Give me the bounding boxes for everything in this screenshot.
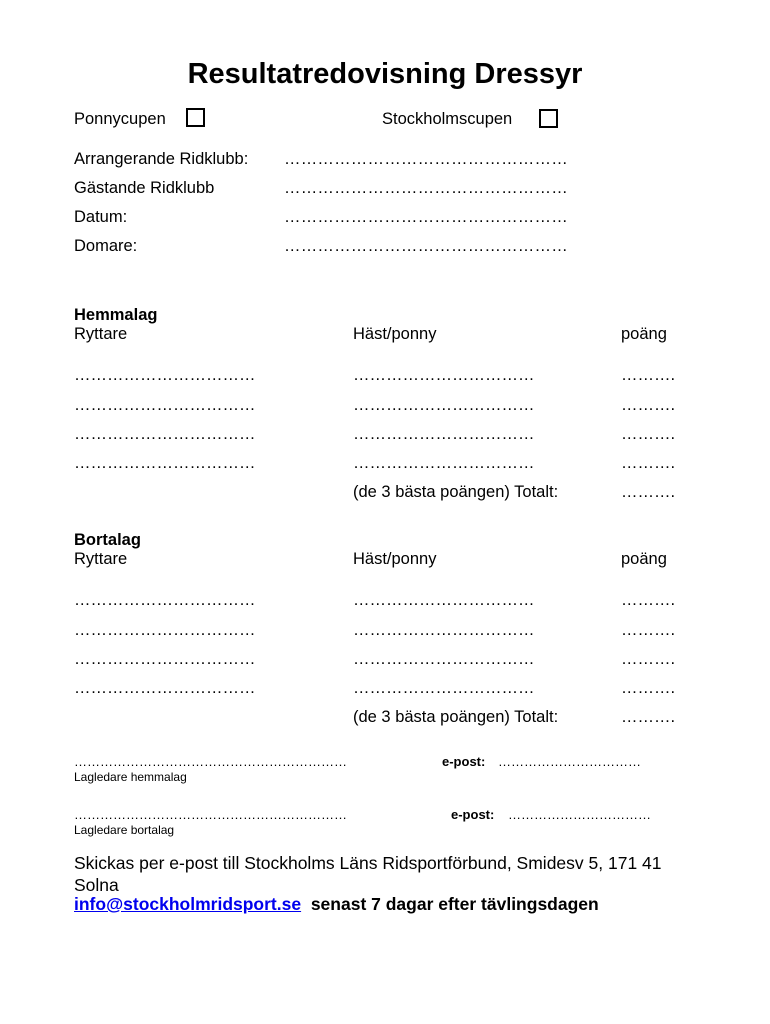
home-points-field[interactable]: ………. — [621, 425, 676, 443]
gastande-ridklubb-label: Gästande Ridklubb — [74, 179, 215, 197]
away-horse-field[interactable]: …………………………… — [353, 679, 535, 697]
home-horse-field[interactable]: …………………………… — [353, 454, 535, 472]
home-points-field[interactable]: ………. — [621, 396, 676, 414]
domare-label: Domare: — [74, 237, 138, 255]
away-points-field[interactable]: ………. — [621, 621, 676, 639]
away-email-field[interactable]: …………………………… — [508, 807, 651, 822]
domare-field[interactable]: …………………………………………… — [284, 237, 568, 255]
datum-label: Datum: — [74, 208, 128, 226]
home-col-points: poäng — [621, 325, 667, 343]
away-total-field[interactable]: ………. — [621, 708, 676, 726]
footer-address-line: Skickas per e-post till Stockholms Läns Ridsportförbund, Smidesv 5, 171 41 — [74, 853, 662, 873]
home-email-label: e-post: — [442, 754, 486, 769]
away-leader-signature-line[interactable]: ……………………………………………………… — [74, 807, 347, 822]
datum-field[interactable]: …………………………………………… — [284, 208, 568, 226]
deadline-text: senast 7 dagar efter tävlingsdagen — [310, 894, 599, 914]
away-team-heading: Bortalag — [74, 531, 141, 549]
page-title: Resultatredovisning Dressyr — [187, 58, 583, 90]
away-rider-field[interactable]: …………………………… — [74, 679, 256, 697]
home-leader-signature-line[interactable]: ……………………………………………………… — [74, 754, 347, 769]
away-horse-field[interactable]: …………………………… — [353, 621, 535, 639]
away-points-field[interactable]: ………. — [621, 591, 676, 609]
away-points-field[interactable]: ………. — [621, 650, 676, 668]
away-col-horse: Häst/ponny — [353, 550, 437, 568]
arrangerande-ridklubb-field[interactable]: …………………………………………… — [284, 150, 568, 168]
away-email-label: e-post: — [451, 807, 495, 822]
home-total-label: (de 3 bästa poängen) Totalt: — [353, 483, 559, 501]
ponnycupen-label: Ponnycupen — [74, 110, 166, 128]
footer-city-line: Solna — [74, 875, 119, 895]
away-leader-label: Lagledare bortalag — [74, 823, 175, 837]
home-email-field[interactable]: …………………………… — [498, 754, 641, 769]
contact-email-link[interactable]: info@stockholmridsport.se — [74, 894, 302, 914]
away-horse-field[interactable]: …………………………… — [353, 650, 535, 668]
footer-contact-line — [74, 893, 599, 915]
away-col-rider: Ryttare — [74, 550, 128, 568]
home-team-heading: Hemmalag — [74, 306, 158, 324]
home-rider-field[interactable]: …………………………… — [74, 425, 256, 443]
home-leader-label: Lagledare hemmalag — [74, 770, 187, 784]
ponnycupen-checkbox[interactable] — [186, 108, 205, 127]
home-horse-field[interactable]: …………………………… — [353, 425, 535, 443]
away-rider-field[interactable]: …………………………… — [74, 650, 256, 668]
home-col-horse: Häst/ponny — [353, 325, 437, 343]
home-horse-field[interactable]: …………………………… — [353, 366, 535, 384]
stockholmscupen-checkbox[interactable] — [539, 109, 558, 128]
away-points-field[interactable]: ………. — [621, 679, 676, 697]
away-horse-field[interactable]: …………………………… — [353, 591, 535, 609]
home-points-field[interactable]: ………. — [621, 454, 676, 472]
home-rider-field[interactable]: …………………………… — [74, 454, 256, 472]
away-rider-field[interactable]: …………………………… — [74, 591, 256, 609]
home-horse-field[interactable]: …………………………… — [353, 396, 535, 414]
away-total-label: (de 3 bästa poängen) Totalt: — [353, 708, 559, 726]
home-total-field[interactable]: ………. — [621, 483, 676, 501]
away-col-points: poäng — [621, 550, 667, 568]
arrangerande-ridklubb-label: Arrangerande Ridklubb: — [74, 150, 249, 168]
home-col-rider: Ryttare — [74, 325, 128, 343]
home-rider-field[interactable]: …………………………… — [74, 366, 256, 384]
home-rider-field[interactable]: …………………………… — [74, 396, 256, 414]
home-points-field[interactable]: ………. — [621, 366, 676, 384]
stockholmscupen-label: Stockholmscupen — [382, 110, 513, 128]
away-rider-field[interactable]: …………………………… — [74, 621, 256, 639]
gastande-ridklubb-field[interactable]: …………………………………………… — [284, 179, 568, 197]
